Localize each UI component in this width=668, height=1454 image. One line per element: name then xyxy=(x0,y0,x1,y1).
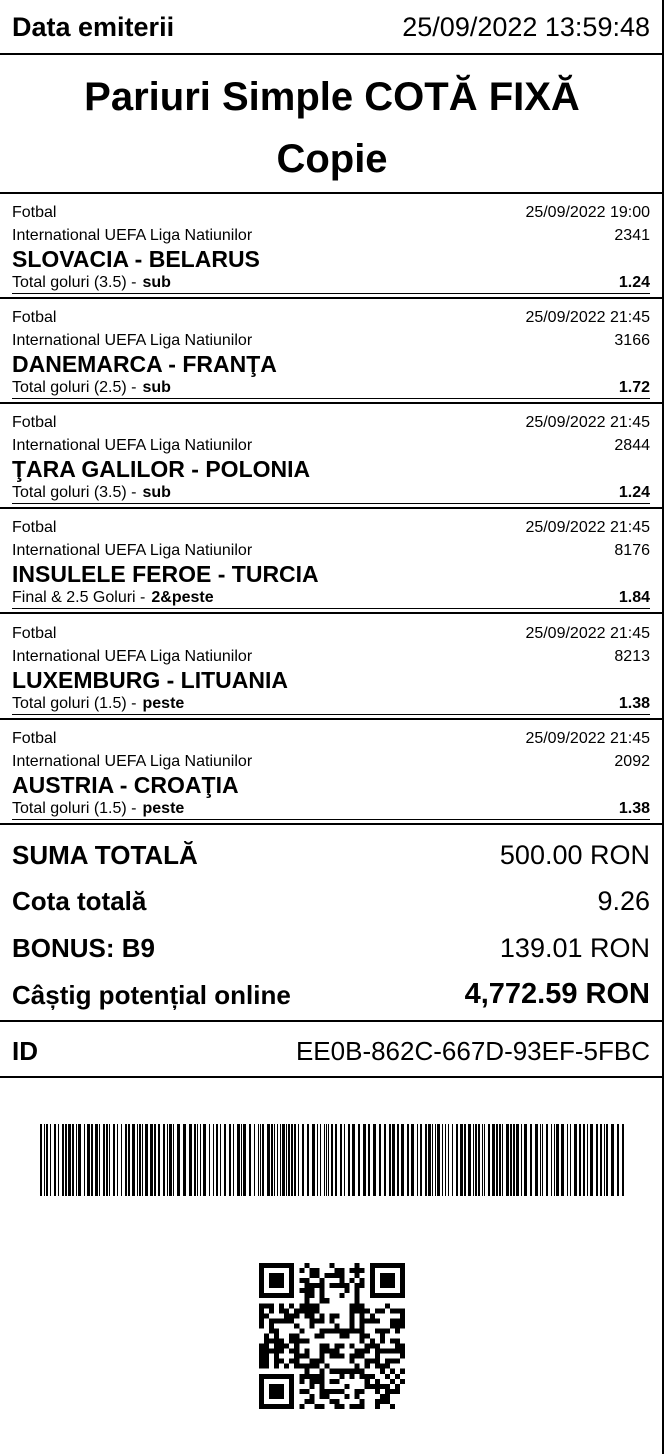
total-stake-value: 500.00 RON xyxy=(499,840,650,870)
bet-code: 8176 xyxy=(614,542,650,559)
bet-sport: Fotbal xyxy=(12,730,57,747)
bet-market-label: Total goluri (2.5) - xyxy=(12,379,137,396)
bet-pick: peste xyxy=(142,800,185,817)
bet-odd: 1.84 xyxy=(618,589,650,606)
ticket-type-title: Pariuri Simple COTĂ FIXĂ xyxy=(84,75,580,119)
bet-datetime: 25/09/2022 19:00 xyxy=(525,204,650,221)
total-stake-row xyxy=(0,832,664,876)
bet-underline xyxy=(12,503,650,504)
bet-market xyxy=(12,274,171,292)
bet-league: International UEFA Liga Natiunilor xyxy=(12,542,253,559)
bet-pick: sub xyxy=(142,274,171,291)
bet-sport: Fotbal xyxy=(12,309,57,326)
bet-datetime: 25/09/2022 21:45 xyxy=(525,519,650,536)
bet-league: International UEFA Liga Natiunilor xyxy=(12,437,253,454)
bet-match: DANEMARCA - FRANŢA xyxy=(12,351,277,377)
bet-underline xyxy=(12,819,650,820)
bet-underline xyxy=(12,398,650,399)
total-stake-label: SUMA TOTALĂ xyxy=(12,840,198,870)
bet-row xyxy=(0,299,664,404)
bet-odd: 1.24 xyxy=(618,274,650,291)
bet-match: SLOVACIA - BELARUS xyxy=(12,246,260,272)
bet-sport: Fotbal xyxy=(12,625,57,642)
bet-odd: 1.38 xyxy=(618,695,650,712)
bet-datetime: 25/09/2022 21:45 xyxy=(525,625,650,642)
bet-match: LUXEMBURG - LITUANIA xyxy=(12,667,288,693)
bet-league: International UEFA Liga Natiunilor xyxy=(12,227,253,244)
bonus-row xyxy=(0,925,664,969)
bet-league: International UEFA Liga Natiunilor xyxy=(12,648,253,665)
bet-market xyxy=(12,589,214,607)
bet-market-label: Total goluri (1.5) - xyxy=(12,695,137,712)
bet-market-label: Total goluri (3.5) - xyxy=(12,484,137,501)
bet-code: 2341 xyxy=(614,227,650,244)
issue-date-row xyxy=(0,0,664,55)
ticket-id-value: EE0B-862C-667D-93EF-5FBC xyxy=(295,1036,650,1066)
bet-pick: peste xyxy=(142,695,185,712)
bet-market xyxy=(12,800,184,818)
ticket-id-row xyxy=(0,1022,664,1078)
bet-underline xyxy=(12,293,650,294)
bet-underline xyxy=(12,714,650,715)
copy-label: Copie xyxy=(276,137,388,181)
issue-date-value: 25/09/2022 13:59:48 xyxy=(402,12,650,42)
bet-pick: sub xyxy=(142,379,171,396)
issue-date-label: Data emiterii xyxy=(12,12,175,42)
bet-pick: sub xyxy=(142,484,171,501)
bet-sport: Fotbal xyxy=(12,519,57,536)
bet-odd: 1.24 xyxy=(618,484,650,501)
bet-code: 2844 xyxy=(614,437,650,454)
bet-market xyxy=(12,695,184,713)
bet-league: International UEFA Liga Natiunilor xyxy=(12,753,253,770)
bet-match: ŢARA GALILOR - POLONIA xyxy=(12,456,311,482)
bet-match: AUSTRIA - CROAŢIA xyxy=(12,772,239,798)
bet-underline xyxy=(12,608,650,609)
bet-code: 3166 xyxy=(614,332,650,349)
bet-market-label: Total goluri (1.5) - xyxy=(12,800,137,817)
total-odds-value: 9.26 xyxy=(597,886,650,916)
bet-market-label: Total goluri (3.5) - xyxy=(12,274,137,291)
bet-sport: Fotbal xyxy=(12,204,57,221)
bet-row xyxy=(0,720,664,825)
bet-row xyxy=(0,404,664,509)
potential-win-row xyxy=(0,972,664,1016)
bonus-value: 139.01 RON xyxy=(499,933,650,963)
potential-win-value: 4,772.59 RON xyxy=(464,978,650,1010)
bet-odd: 1.72 xyxy=(618,379,650,396)
bet-market xyxy=(12,379,171,397)
bet-code: 2092 xyxy=(614,753,650,770)
barcode-image xyxy=(40,1124,625,1196)
total-odds-row xyxy=(0,878,664,922)
bet-odd: 1.38 xyxy=(618,800,650,817)
bet-row xyxy=(0,509,664,614)
bet-match: INSULELE FEROE - TURCIA xyxy=(12,561,319,587)
bet-pick: 2&peste xyxy=(151,589,214,606)
bet-market xyxy=(12,484,171,502)
bonus-label: BONUS: B9 xyxy=(12,933,156,963)
bet-code: 8213 xyxy=(614,648,650,665)
bet-datetime: 25/09/2022 21:45 xyxy=(525,309,650,326)
bet-league: International UEFA Liga Natiunilor xyxy=(12,332,253,349)
bet-datetime: 25/09/2022 21:45 xyxy=(525,414,650,431)
potential-win-label: Câștig potențial online xyxy=(12,980,291,1010)
ticket-title xyxy=(0,55,664,194)
ticket-id-label: ID xyxy=(12,1036,38,1066)
summary-block xyxy=(0,830,664,1022)
bet-datetime: 25/09/2022 21:45 xyxy=(525,730,650,747)
bet-row xyxy=(0,615,664,720)
qr-code-image xyxy=(259,1263,405,1409)
bet-row xyxy=(0,194,664,299)
bet-market-label: Final & 2.5 Goluri - xyxy=(12,589,146,606)
total-odds-label: Cota totală xyxy=(12,886,147,916)
bet-sport: Fotbal xyxy=(12,414,57,431)
